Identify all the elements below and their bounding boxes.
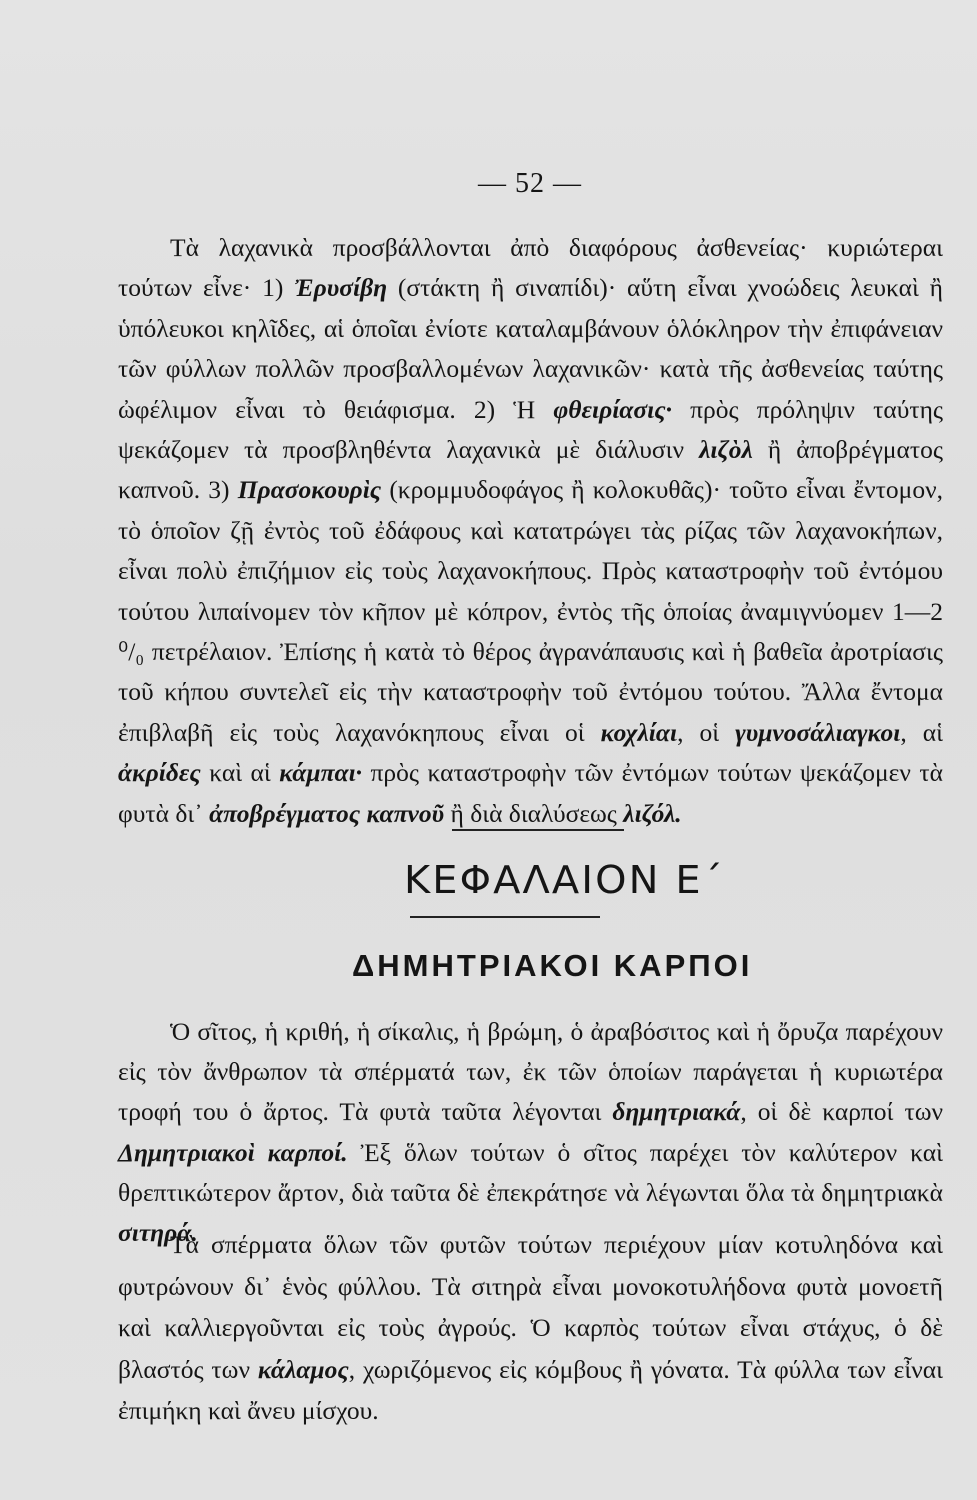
term-lizol: λιζὸλ (699, 435, 753, 465)
term-apobregmatos-kapnou: ἀποβρέγματος καπνοῦ (209, 798, 445, 828)
term-kampai: κάμπαι· (279, 758, 363, 788)
text-run: , χωριζόμενος εἰς κόμβους ἢ γόνατα. Τὰ φύλλα των εἶναι ἐπιμήκη καὶ ἄνευ μίσχου. (118, 1354, 943, 1425)
paragraph-cereals-structure (118, 1224, 943, 1432)
text-run: Ὁ σῖτος, ἡ κριθή, ἡ σίκαλις, ἡ βρώμη, ὁ ἀραβόσιτος καὶ ἡ ὄρυζα παρέχουν εἰς τὸν ἄνθρωπον τὰ σπέρματά των, ἐκ τῶν ὁποίων παράγεται ἡ κυριωτέρα τροφή του ὁ ἄρτος. Τὰ φυτὰ ταῦτα λέγονται (118, 1017, 943, 1127)
text-run: πρὸς καταστροφὴν τῶν ἐντόμων τούτων ψεκάζομεν τὰ φυτὰ δι᾿ (118, 758, 944, 828)
term-demetriakoi-karpoi: Δημητριακοὶ καρποί. (118, 1137, 348, 1167)
text-run: , οἱ (677, 717, 736, 747)
text-run: (κρομμυδοφάγος ἢ κολοκυθᾶς)· τοῦτο εἶναι ἔντομον, τὸ ὁποῖον ζῇ ἐντὸς τοῦ ἐδάφους καὶ κατατρώγει τὰς ρίζας τῶν λαχανοκήπων, εἶναι πολὺ ἐπιζήμιον εἰς τοὺς λαχανοκήπους. Πρὸς καταστροφὴν τοῦ ἐντόμου τούτου λιπαίνομεν τὸν κῆπον μὲ κόπρον, ἐντὸς τῆς ὁποίας ἀναμιγνύομεν 1—2 ⁰/₀ πετρέλαιον. Ἐπίσης ἡ κατὰ τὸ θέρος ἀγρανάπαυσις καὶ ἡ βαθεῖα ἀροτρίασις τοῦ κήπου συντελεῖ εἰς τὴν καταστροφὴν τοῦ ἐντόμου τούτου. Ἄλλα ἔντομα ἐπιβλαβῆ εἰς τοὺς λαχανόκηπους εἶναι οἱ (118, 475, 943, 747)
term-prasokouris: Πρασοκουρὶς (237, 475, 382, 505)
text-run: Ἐξ ὅλων τούτων ὁ σῖτος παρέχει τὸν καλύτερον καὶ θρεπτικώτερον ἄρτον, διὰ ταῦτα δὲ ἐπεκράτησε νὰ λέγωνται ὅλα τὰ δημητριακὰ (118, 1137, 943, 1207)
paragraph-cereals-intro (118, 1012, 943, 1253)
paragraph-vegetable-diseases (118, 228, 943, 834)
divider-rule (410, 916, 600, 918)
text-run: ἢ ἀποβρέγματος καπνοῦ. 3) (118, 435, 943, 505)
text-run: Τὰ λαχανικὰ προσβάλλονται ἀπὸ διαφόρους ἀσθενείας· κυριώτεραι τούτων εἶνε· 1) (118, 233, 943, 303)
text-run: , οἱ δὲ καρποί των (740, 1097, 944, 1127)
text-run: (στάκτη ἢ σιναπίδι)· αὕτη εἶναι χνοώδεις λευκαὶ ἢ ὑπόλευκοι κηλῖδες, αἱ ὁποῖαι ἐνίοτε καταλαμβάνουν ὁλόκληρον τὴν ἐπιφάνειαν τῶν φύλλων πολλῶν προσβαλλομένων λαχανικῶν· κατὰ τῆς ἀσθενείας ταύτης ὠφέλιμον εἶναι τὸ θειάφισμα. 2) Ἡ (118, 273, 943, 424)
term-lizol-2: λιζόλ. (623, 798, 682, 828)
term-kochliai: κοχλίαι (600, 717, 678, 747)
text-run: Τὰ σπέρματα ὅλων τῶν φυτῶν τούτων περιέχουν μίαν κοτυληδόνα καὶ φυτρώνουν δι᾿ ἑνὸς φύλλου. Τὰ σιτηρὰ εἶναι μονοκοτυλήδονα φυτὰ μονοετῆ καὶ καλλιεργοῦνται εἰς τοὺς ἀγρούς. Ὁ καρπὸς τούτων εἶναι στάχυς, ὁ δὲ βλαστός των (118, 1230, 943, 1384)
text-run: πρὸς πρόληψιν ταύτης ψεκάζομεν τὰ προσβληθέντα λαχανικὰ μὲ διάλυσιν (118, 394, 943, 465)
term-gymnosaliagkoi: γυμνοσάλιαγκοι (735, 717, 901, 747)
text-run: καὶ αἱ (200, 758, 280, 788)
term-akrides: ἀκρίδες (118, 758, 201, 788)
term-kalamos: κάλαμος (257, 1354, 349, 1384)
term-erysibe: Ἐρυσίβη (294, 273, 388, 303)
text-run: , αἱ (900, 717, 943, 747)
chapter-subtitle: ΔΗΜΗΤΡΙΑΚΟΙ ΚΑΡΠΟΙ (352, 948, 753, 983)
chapter-title: ΚΕΦΑΛΑΙΟΝ Ε΄ (404, 858, 725, 902)
text-run: ἢ διὰ διαλύσεως (444, 798, 624, 828)
term-ftheiriasis: φθειρίασις· (553, 394, 672, 424)
page-number: — 52 — (478, 168, 582, 199)
term-sitera: σιτηρά. (118, 1218, 198, 1248)
term-demetriaka: δημητριακά (612, 1097, 741, 1127)
divider-rule (452, 829, 624, 831)
